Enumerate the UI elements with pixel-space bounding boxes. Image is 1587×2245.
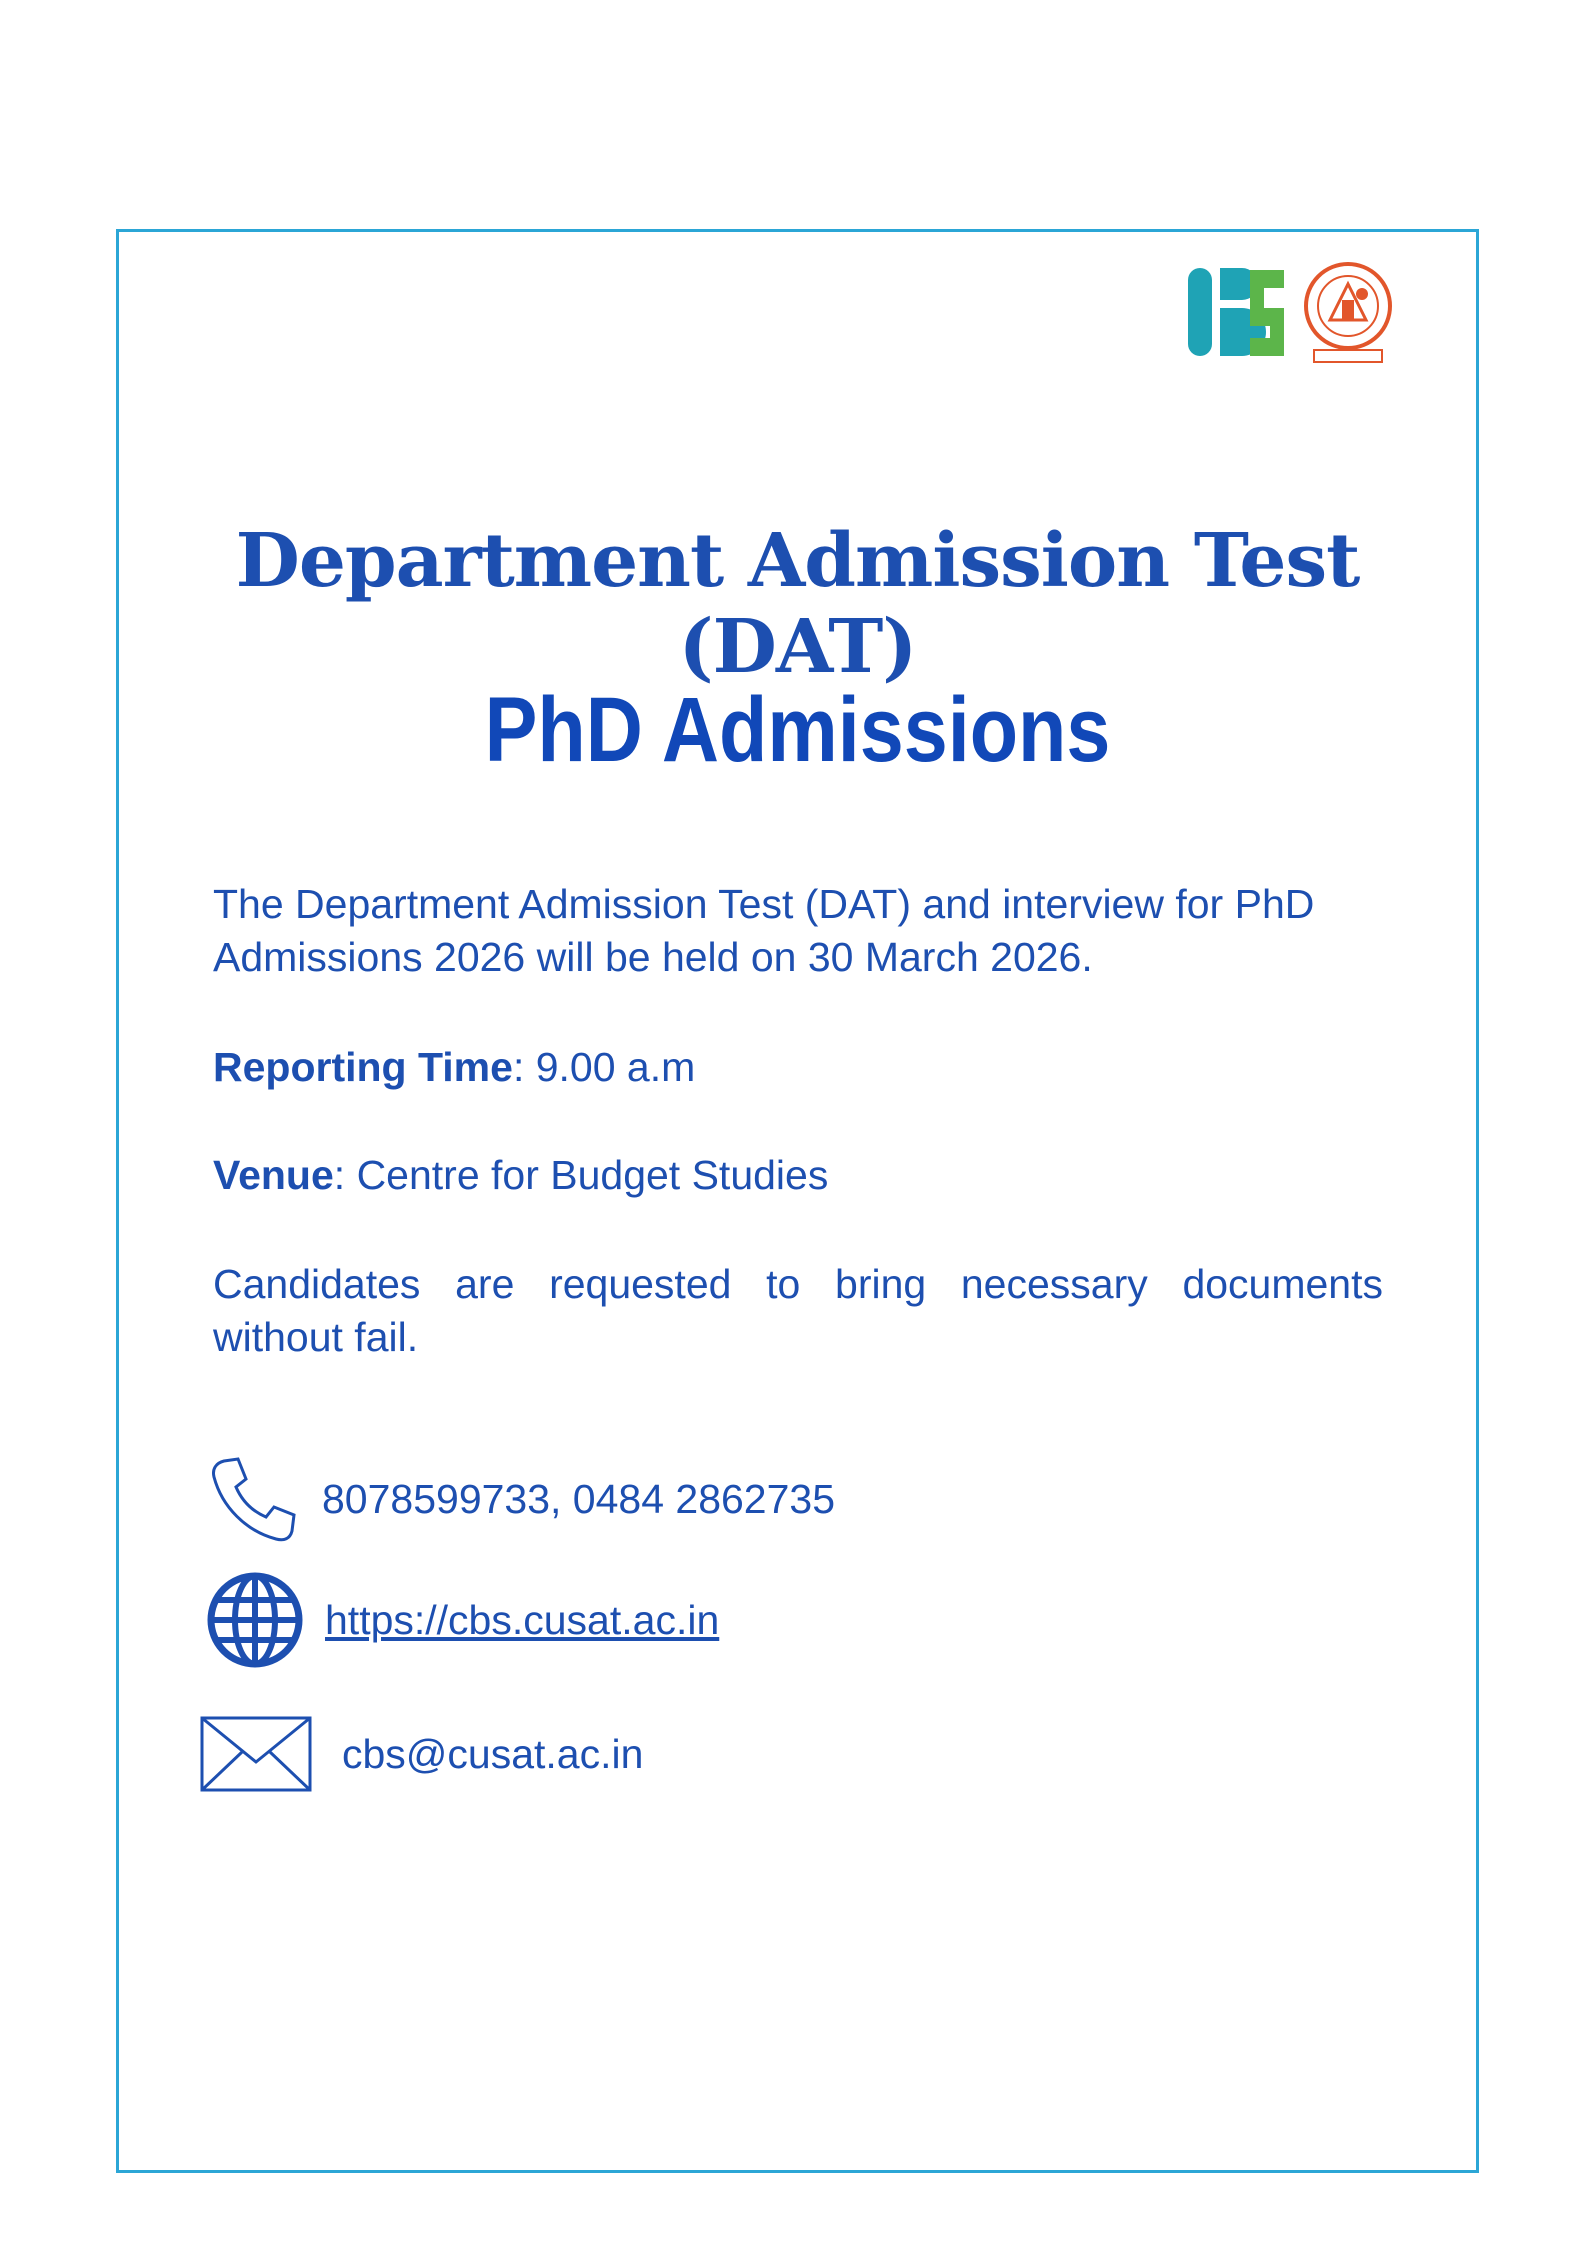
- phone-icon: [210, 1455, 298, 1543]
- envelope-icon: [198, 1712, 314, 1796]
- venue-value: : Centre for Budget Studies: [333, 1152, 829, 1198]
- globe-icon: [205, 1570, 305, 1670]
- venue-label: Venue: [213, 1152, 334, 1198]
- cusat-seal-logo: [1300, 260, 1396, 364]
- reporting-time-value: : 9.00 a.m: [512, 1044, 696, 1090]
- venue: [213, 1149, 1383, 1202]
- logo-group: [1188, 258, 1396, 366]
- website-row: [205, 1570, 719, 1670]
- intro-paragraph: The Department Admission Test (DAT) and interview for PhD Admissions 2026 will be held on 30 March 2026.: [213, 881, 1315, 980]
- phone-numbers: 8078599733, 0484 2862735: [322, 1475, 836, 1522]
- page-subtitle: PhD Admissions: [484, 679, 1111, 781]
- page-title: Department Admission Test (DAT): [235, 518, 1360, 690]
- reporting-time: [213, 1041, 1383, 1094]
- cbs-logo: [1188, 262, 1288, 362]
- website-link[interactable]: https://cbs.cusat.ac.in: [325, 1596, 720, 1643]
- email-address[interactable]: cbs@cusat.ac.in: [342, 1730, 644, 1777]
- reporting-time-label: Reporting Time: [213, 1044, 513, 1090]
- phone-row: [210, 1455, 835, 1543]
- note-paragraph: Candidates are requested to bring necessary documents without fail.: [213, 1261, 1383, 1360]
- email-row: [198, 1712, 643, 1796]
